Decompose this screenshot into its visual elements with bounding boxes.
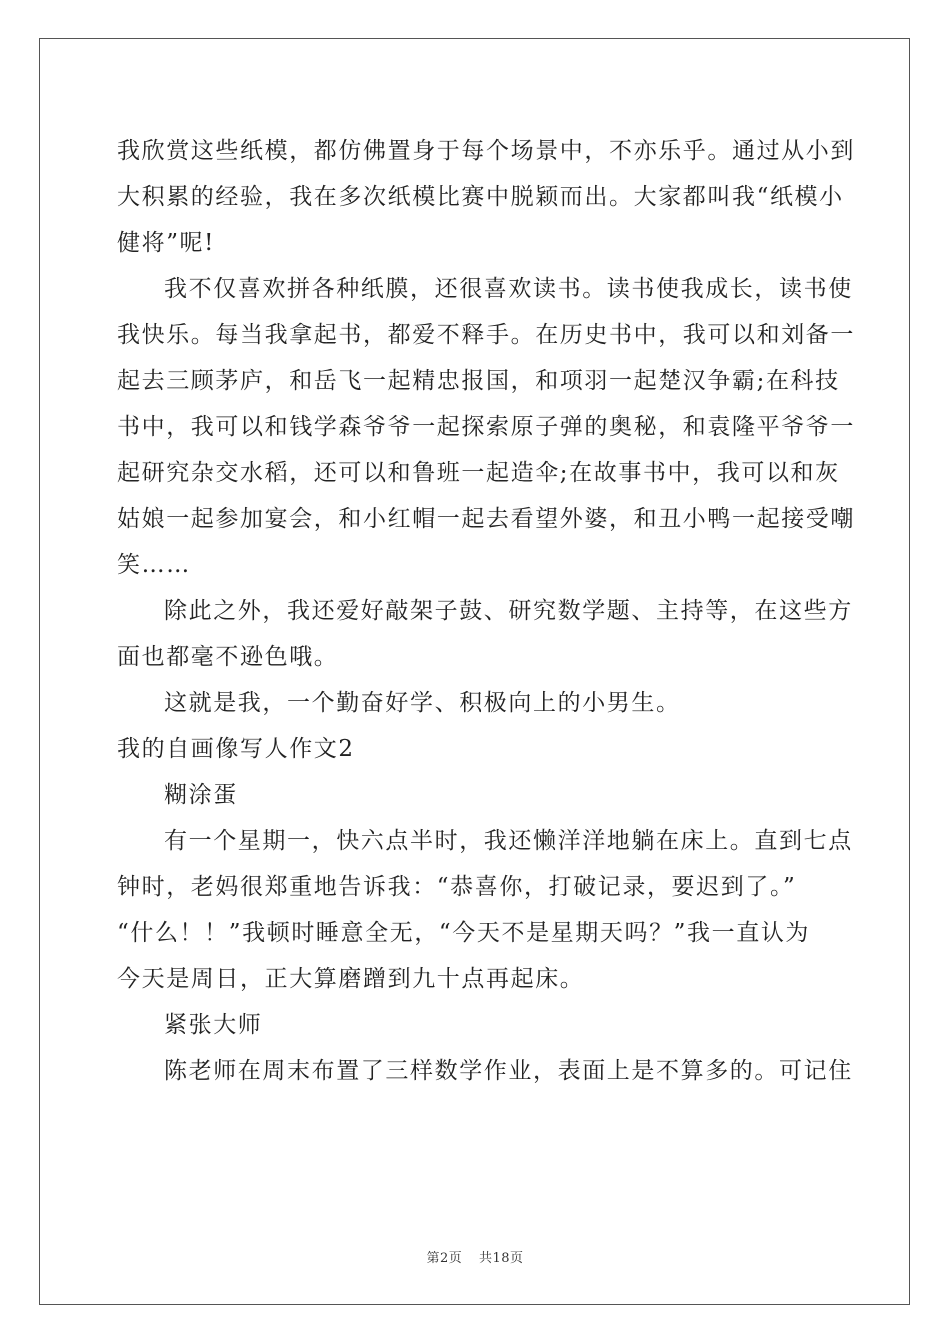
text-line: 笑……: [117, 552, 191, 578]
text-line: 有一个星期一，快六点半时，我还懒洋洋地躺在床上。直到七点: [164, 828, 853, 854]
text-line: 起去三顾茅庐，和岳飞一起精忠报国，和项羽一起楚汉争霸;在科技: [117, 368, 840, 394]
text-line: 大积累的经验，我在多次纸模比赛中脱颖而出。大家都叫我“纸模小: [117, 184, 844, 210]
paragraph: [117, 1002, 835, 1048]
paragraph: [117, 772, 835, 818]
text-line: “什么！！”我顿时睡意全无，“今天不是星期天吗？”我一直认为: [117, 920, 811, 946]
text-line: 这就是我，一个勤奋好学、积极向上的小男生。: [164, 690, 681, 716]
text-line: 起研究杂交水稻，还可以和鲁班一起造伞;在故事书中，我可以和灰: [117, 460, 840, 486]
text-line: 我快乐。每当我拿起书，都爱不释手。在历史书中，我可以和刘备一: [117, 322, 855, 348]
paragraph: [117, 726, 835, 772]
page-footer: [0, 1247, 950, 1266]
paragraph: [117, 1048, 853, 1094]
page-number: 第2页: [426, 1251, 463, 1266]
paragraph: [117, 128, 855, 266]
text-line: 我的自画像写人作文2: [117, 736, 355, 762]
paragraph: [117, 680, 835, 726]
text-line: 陈老师在周末布置了三样数学作业，表面上是不算多的。可记住: [164, 1058, 853, 1084]
text-line: 紧张大师: [164, 1012, 263, 1038]
page-total: 共18页: [478, 1251, 524, 1266]
text-line: 姑娘一起参加宴会，和小红帽一起去看望外婆，和丑小鸭一起接受嘲: [117, 506, 855, 532]
text-line: 除此之外，我还爱好敲架子鼓、研究数学题、主持等，在这些方: [164, 598, 853, 624]
text-line: 书中，我可以和钱学森爷爷一起探索原子弹的奥秘，和袁隆平爷爷一: [117, 414, 855, 440]
text-line: 我欣赏这些纸模，都仿佛置身于每个场景中，不亦乐乎。通过从小到: [117, 138, 855, 164]
paragraph: [117, 818, 853, 1002]
text-line: 我不仅喜欢拼各种纸膜，还很喜欢读书。读书使我成长，读书使: [164, 276, 853, 302]
text-line: 面也都毫不逊色哦。: [117, 644, 339, 670]
text-line: 健将”呢!: [117, 230, 216, 256]
text-line: 今天是周日，正大算磨蹭到九十点再起床。: [117, 966, 585, 992]
text-line: 糊涂蛋: [164, 782, 238, 808]
paragraph: [117, 588, 853, 680]
paragraph: [117, 266, 855, 588]
text-line: 钟时，老妈很郑重地告诉我：“恭喜你，打破记录，要迟到了。”: [117, 874, 797, 900]
document-body: [117, 128, 855, 1094]
